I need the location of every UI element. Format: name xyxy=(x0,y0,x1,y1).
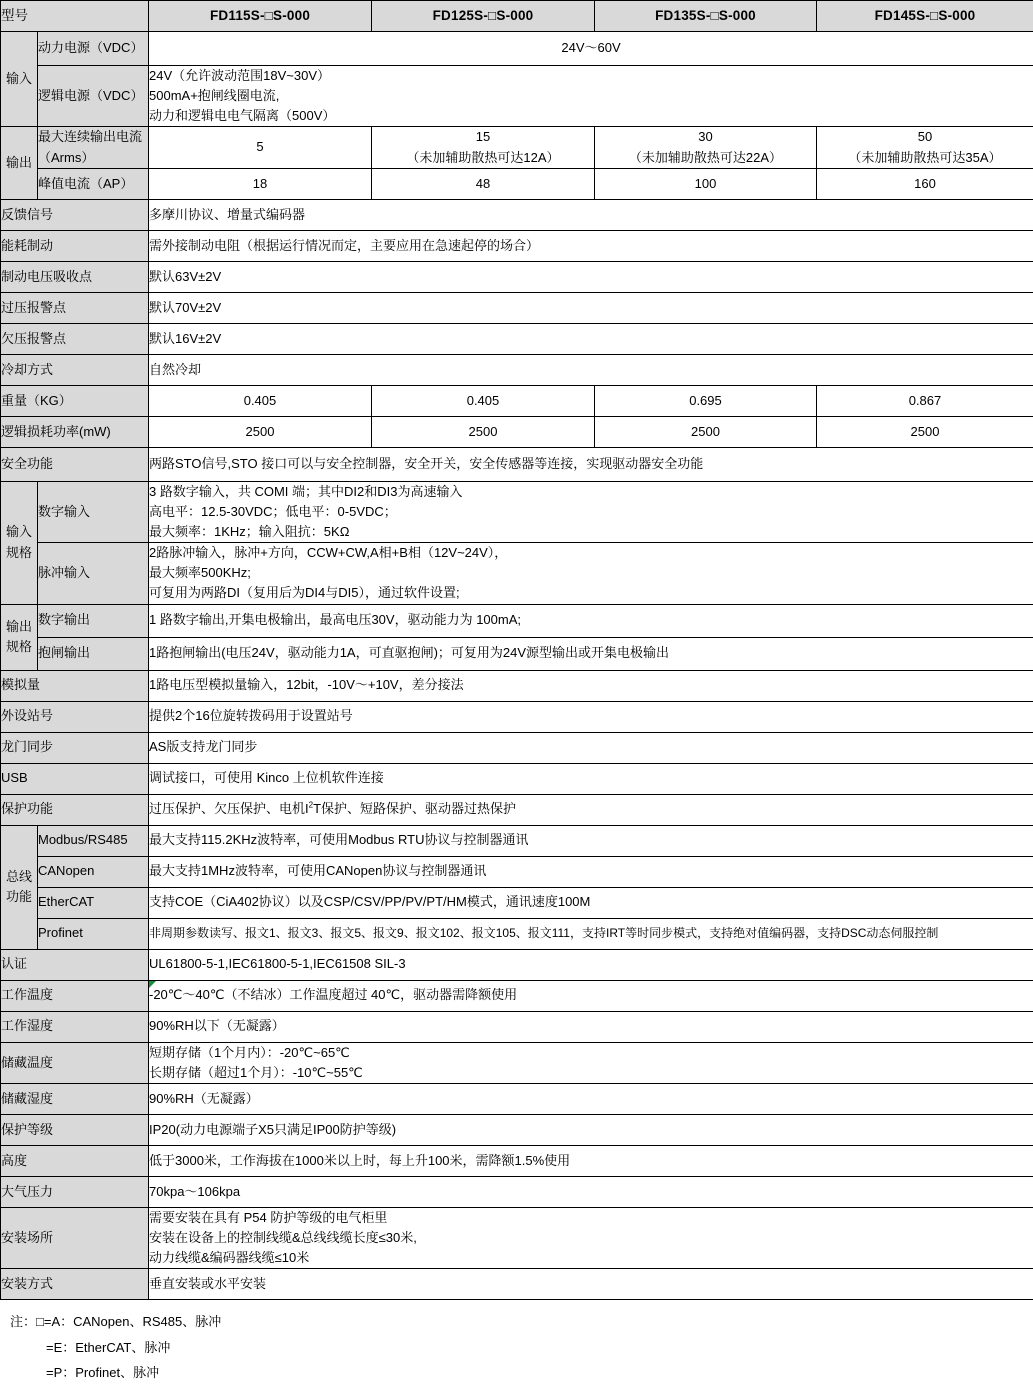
table-row xyxy=(1,1042,1033,1083)
value-altitude: 低于3000米，工作海拔在1000米以上时，每上升100米，需降额1.5%使用 xyxy=(149,1145,1033,1176)
group-label-input: 输入 xyxy=(1,32,38,127)
table-row xyxy=(1,230,1033,261)
table-row xyxy=(1,416,1033,447)
row-label-certification: 认证 xyxy=(1,949,149,980)
value-digital-output: 1 路数字输出,开集电极输出，最高电压30V，驱动能力为 100mA; xyxy=(149,604,1033,637)
value-note: （未加辅助散热可达22A） xyxy=(595,148,816,168)
table-row xyxy=(1,261,1033,292)
row-label-overvoltage-alarm: 过压报警点 xyxy=(1,292,149,323)
text-line: 长期存储（超过1个月）：-10℃~55℃ xyxy=(149,1063,1033,1083)
row-label-storage-temp: 储藏温度 xyxy=(1,1042,149,1083)
row-label-analog: 模拟量 xyxy=(1,670,149,701)
row-label-usb: USB xyxy=(1,763,149,794)
table-row xyxy=(1,1176,1033,1207)
value-main: 50 xyxy=(817,127,1033,147)
table-row xyxy=(1,604,1033,637)
row-label-install-site: 安装场所 xyxy=(1,1207,149,1268)
table-row xyxy=(1,732,1033,763)
value-brake-voltage: 默认63V±2V xyxy=(149,261,1033,292)
value-cooling: 自然冷却 xyxy=(149,354,1033,385)
row-label-max-cont-current xyxy=(38,127,149,168)
value-peak-current-1: 18 xyxy=(149,168,372,199)
value-brake-output: 1路抱闸输出(电压24V，驱动能力1A，可直驱抱闸)；可复用为24V源型输出或开集电极输出 xyxy=(149,637,1033,670)
text-line: （Arms） xyxy=(38,148,148,168)
table-row xyxy=(1,949,1033,980)
text-line: 最大频率500KHz; xyxy=(149,563,1033,583)
row-label-storage-humidity: 储藏湿度 xyxy=(1,1083,149,1114)
protection-text-pre: 过压保护、欠压保护、电机I xyxy=(149,801,309,816)
value-profinet: 非周期参数读写、报文1、报文3、报文5、报文9、报文102、报文105、报文111，支持IRT等时同步模式，支持绝对值编码器，支持DSC动态伺服控制 xyxy=(149,918,1033,949)
text-line: 最大频率：1KHz；输入阻抗：5KΩ xyxy=(149,522,1033,542)
value-overvoltage-alarm: 默认70V±2V xyxy=(149,292,1033,323)
value-max-cont-current-1 xyxy=(149,127,372,168)
text-line: 最大连续输出电流 xyxy=(38,127,148,147)
row-label-pulse-input: 脉冲输入 xyxy=(38,543,149,604)
value-pulse-input xyxy=(149,543,1033,604)
row-label-safety: 安全功能 xyxy=(1,447,149,481)
value-note: （未加辅助散热可达35A） xyxy=(817,148,1033,168)
header-model-label: 型号 xyxy=(1,1,149,32)
value-ethercat: 支持COE（CiA402协议）以及CSP/CSV/PP/PV/PT/HM模式，通讯速度100M xyxy=(149,887,1033,918)
value-main: 5 xyxy=(149,137,371,157)
value-braking: 需外接制动电阻（根据运行情况而定，主要应用在急速起停的场合） xyxy=(149,230,1033,261)
value-work-humidity: 90%RH以下（无凝露） xyxy=(149,1011,1033,1042)
text-line: 24V（允许波动范围18V~30V） xyxy=(149,66,1033,86)
value-weight-2: 0.405 xyxy=(372,385,595,416)
table-row xyxy=(1,481,1033,542)
group-label-output-spec xyxy=(1,604,38,670)
row-label-modbus: Modbus/RS485 xyxy=(38,825,149,856)
value-storage-humidity: 90%RH（无凝露） xyxy=(149,1083,1033,1114)
row-label-gantry: 龙门同步 xyxy=(1,732,149,763)
footnote-line-1: 注：□=A：CANopen、RS485、脉冲 xyxy=(10,1309,1033,1334)
value-modbus: 最大支持115.2KHz波特率，可使用Modbus RTU协议与控制器通讯 xyxy=(149,825,1033,856)
value-station-no: 提供2个16位旋转拨码用于设置站号 xyxy=(149,701,1033,732)
row-label-brake-voltage: 制动电压吸收点 xyxy=(1,261,149,292)
value-logic-loss-1: 2500 xyxy=(149,416,372,447)
table-row xyxy=(1,980,1033,1011)
table-row xyxy=(1,323,1033,354)
table-row xyxy=(1,1145,1033,1176)
table-row xyxy=(1,701,1033,732)
value-feedback: 多摩川协议、增量式编码器 xyxy=(149,199,1033,230)
header-model-1: FD115S-□S-000 xyxy=(149,1,372,32)
row-label-weight: 重量（KG） xyxy=(1,385,149,416)
row-label-protection-level: 保护等级 xyxy=(1,1114,149,1145)
table-row xyxy=(1,794,1033,825)
table-row xyxy=(1,825,1033,856)
value-logic-supply xyxy=(149,66,1033,127)
table-header-row xyxy=(1,1,1033,32)
value-logic-loss-2: 2500 xyxy=(372,416,595,447)
table-row xyxy=(1,66,1033,127)
row-label-install-method: 安装方式 xyxy=(1,1269,149,1300)
text-line: 输入 xyxy=(1,522,37,542)
value-main: 30 xyxy=(595,127,816,147)
table-row xyxy=(1,127,1033,168)
table-row xyxy=(1,447,1033,481)
value-weight-1: 0.405 xyxy=(149,385,372,416)
table-row xyxy=(1,763,1033,794)
footnotes xyxy=(0,1309,1033,1385)
value-install-method: 垂直安装或水平安装 xyxy=(149,1269,1033,1300)
row-label-logic-supply: 逻辑电源（VDC） xyxy=(38,66,149,127)
text-line: 安装在设备上的控制线缆&总线线缆长度≤30米, xyxy=(149,1228,1033,1248)
protection-text-post: T保护、短路保护、驱动器过热保护 xyxy=(313,801,516,816)
table-row xyxy=(1,543,1033,604)
table-row xyxy=(1,1207,1033,1268)
value-weight-4: 0.867 xyxy=(817,385,1033,416)
text-line: 规格 xyxy=(1,637,37,657)
text-line: 500mA+抱闸线圈电流, xyxy=(149,86,1033,106)
text-line: 3 路数字输入，共 COMI 端；其中DI2和DI3为高速输入 xyxy=(149,482,1033,502)
value-storage-temp xyxy=(149,1042,1033,1083)
value-peak-current-3: 100 xyxy=(595,168,817,199)
row-label-digital-output: 数字输出 xyxy=(38,604,149,637)
table-row xyxy=(1,918,1033,949)
row-label-cooling: 冷却方式 xyxy=(1,354,149,385)
value-main: 15 xyxy=(372,127,594,147)
text-line: 可复用为两路DI（复用后为DI4与DI5），通过软件设置; xyxy=(149,583,1033,603)
text-line: 功能 xyxy=(1,887,37,907)
table-row xyxy=(1,199,1033,230)
header-model-2: FD125S-□S-000 xyxy=(372,1,595,32)
table-row xyxy=(1,168,1033,199)
value-protection xyxy=(149,794,1033,825)
table-row xyxy=(1,385,1033,416)
group-label-bus xyxy=(1,825,38,949)
row-label-brake-output: 抱闸输出 xyxy=(38,637,149,670)
row-label-digital-input: 数字输入 xyxy=(38,481,149,542)
value-digital-input xyxy=(149,481,1033,542)
value-canopen: 最大支持1MHz波特率，可使用CANopen协议与控制器通讯 xyxy=(149,856,1033,887)
row-label-peak-current: 峰值电流（AP） xyxy=(38,168,149,199)
text-line: 输出 xyxy=(1,617,37,637)
value-peak-current-2: 48 xyxy=(372,168,595,199)
value-power-supply: 24V～60V xyxy=(149,32,1033,66)
value-peak-current-4: 160 xyxy=(817,168,1033,199)
row-label-undervoltage-alarm: 欠压报警点 xyxy=(1,323,149,354)
value-air-pressure: 70kpa～106kpa xyxy=(149,1176,1033,1207)
row-label-station-no: 外设站号 xyxy=(1,701,149,732)
footnote-line-3: =P：Profinet、脉冲 xyxy=(10,1360,1033,1385)
text-line: 短期存储（1个月内）：-20℃~65℃ xyxy=(149,1043,1033,1063)
header-model-3: FD135S-□S-000 xyxy=(595,1,817,32)
value-undervoltage-alarm: 默认16V±2V xyxy=(149,323,1033,354)
value-weight-3: 0.695 xyxy=(595,385,817,416)
value-max-cont-current-3 xyxy=(595,127,817,168)
value-work-temp: -20℃～40℃（不结冰）工作温度超过 40℃，驱动器需降额使用 xyxy=(149,980,1033,1011)
row-label-canopen: CANopen xyxy=(38,856,149,887)
text-line: 动力线缆&编码器线缆≤10米 xyxy=(149,1248,1033,1268)
value-protection-level: IP20(动力电源端子X5只满足IP00防护等级) xyxy=(149,1114,1033,1145)
row-label-logic-loss: 逻辑损耗功率(mW) xyxy=(1,416,149,447)
table-row xyxy=(1,856,1033,887)
text-line: 2路脉冲输入，脉冲+方向，CCW+CW,A相+B相（12V~24V）， xyxy=(149,543,1033,563)
value-certification: UL61800-5-1,IEC61800-5-1,IEC61508 SIL-3 xyxy=(149,949,1033,980)
table-row xyxy=(1,1011,1033,1042)
row-label-protection: 保护功能 xyxy=(1,794,149,825)
row-label-air-pressure: 大气压力 xyxy=(1,1176,149,1207)
table-row xyxy=(1,1269,1033,1300)
row-label-work-humidity: 工作湿度 xyxy=(1,1011,149,1042)
table-row xyxy=(1,32,1033,66)
row-label-power-supply: 动力电源（VDC） xyxy=(38,32,149,66)
row-label-profinet: Profinet xyxy=(38,918,149,949)
protection-superscript: 2 xyxy=(309,801,313,810)
value-logic-loss-4: 2500 xyxy=(817,416,1033,447)
text-line: 总线 xyxy=(1,867,37,887)
footnote-line-2: =E：EtherCAT、脉冲 xyxy=(10,1335,1033,1360)
table-row xyxy=(1,354,1033,385)
value-safety: 两路STO信号,STO 接口可以与安全控制器，安全开关，安全传感器等连接，实现驱动器安全功能 xyxy=(149,447,1033,481)
text-line: 需要安装在具有 P54 防护等级的电气柜里 xyxy=(149,1208,1033,1228)
table-row xyxy=(1,292,1033,323)
table-row xyxy=(1,887,1033,918)
value-logic-loss-3: 2500 xyxy=(595,416,817,447)
row-label-ethercat: EtherCAT xyxy=(38,887,149,918)
table-row xyxy=(1,637,1033,670)
table-row xyxy=(1,670,1033,701)
row-label-feedback: 反馈信号 xyxy=(1,199,149,230)
value-analog: 1路电压型模拟量输入，12bit，-10V～+10V，差分接法 xyxy=(149,670,1033,701)
value-gantry: AS版支持龙门同步 xyxy=(149,732,1033,763)
row-label-altitude: 高度 xyxy=(1,1145,149,1176)
value-install-site xyxy=(149,1207,1033,1268)
value-max-cont-current-2 xyxy=(372,127,595,168)
row-label-work-temp: 工作温度 xyxy=(1,980,149,1011)
group-label-output: 输出 xyxy=(1,127,38,199)
row-label-braking: 能耗制动 xyxy=(1,230,149,261)
table-row xyxy=(1,1114,1033,1145)
text-line: 动力和逻辑电电气隔离（500V） xyxy=(149,106,1033,126)
value-max-cont-current-4 xyxy=(817,127,1033,168)
value-usb: 调试接口，可使用 Kinco 上位机软件连接 xyxy=(149,763,1033,794)
value-note: （未加辅助散热可达12A） xyxy=(372,148,594,168)
group-label-input-spec xyxy=(1,481,38,604)
text-line: 规格 xyxy=(1,543,37,563)
table-row xyxy=(1,1083,1033,1114)
text-line: 高电平：12.5-30VDC；低电平：0-5VDC； xyxy=(149,502,1033,522)
header-model-4: FD145S-□S-000 xyxy=(817,1,1033,32)
